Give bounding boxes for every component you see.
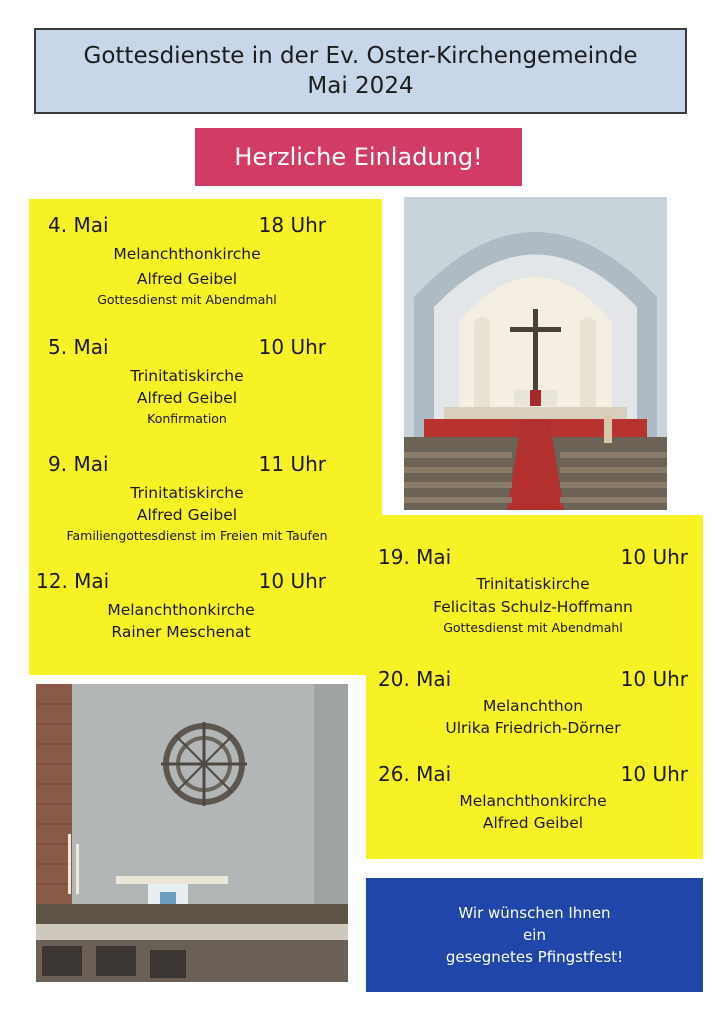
event-note: Gottesdienst mit Abendmahl xyxy=(97,292,277,307)
event-church: Trinitatiskirche xyxy=(476,575,590,593)
closing-line-1: Wir wünschen Ihnen xyxy=(458,904,611,922)
event-time: 10 Uhr xyxy=(258,569,326,593)
altar-illustration xyxy=(36,684,348,982)
event-entry xyxy=(372,666,694,739)
event-note: Familiengottesdienst im Freien mit Taufen xyxy=(66,528,328,543)
page-title-box xyxy=(34,28,687,114)
event-time: 11 Uhr xyxy=(258,452,326,476)
event-pastor: Ulrika Friedrich-Dörner xyxy=(445,719,621,737)
invitation-text: Herzliche Einladung! xyxy=(234,143,483,171)
event-church: Melanchthon xyxy=(482,697,584,715)
event-note: Konfirmation xyxy=(147,411,227,426)
altar-photo xyxy=(36,684,348,982)
event-entry xyxy=(42,334,332,429)
event-pastor: Alfred Geibel xyxy=(136,389,238,407)
church-interior-illustration xyxy=(404,197,667,510)
church-interior-photo xyxy=(404,197,667,510)
event-time: 10 Uhr xyxy=(620,762,688,786)
event-church: Melanchthonkirche xyxy=(107,601,255,619)
event-date: 20. Mai xyxy=(378,667,452,691)
event-entry xyxy=(42,212,332,310)
event-date: 5. Mai xyxy=(48,335,109,359)
closing-line-3: gesegnetes Pfingstfest! xyxy=(445,948,624,966)
event-pastor: Alfred Geibel xyxy=(136,270,238,288)
event-church: Melanchthonkirche xyxy=(113,245,261,263)
event-entry xyxy=(30,568,332,643)
event-pastor: Felicitas Schulz-Hoffmann xyxy=(433,598,633,616)
event-note: Gottesdienst mit Abendmahl xyxy=(443,620,623,635)
event-time: 18 Uhr xyxy=(258,213,326,237)
event-entry xyxy=(372,761,694,834)
event-date: 4. Mai xyxy=(48,213,109,237)
event-entry xyxy=(42,451,352,546)
event-time: 10 Uhr xyxy=(620,545,688,569)
event-time: 10 Uhr xyxy=(258,335,326,359)
event-pastor: Alfred Geibel xyxy=(136,506,238,524)
event-date: 9. Mai xyxy=(48,452,109,476)
event-church: Trinitatiskirche xyxy=(130,367,244,385)
closing-message-box xyxy=(366,878,703,992)
event-time: 10 Uhr xyxy=(620,667,688,691)
event-entry xyxy=(372,544,694,638)
event-date: 19. Mai xyxy=(378,545,452,569)
event-church: Melanchthonkirche xyxy=(459,792,607,810)
event-church: Trinitatiskirche xyxy=(130,484,244,502)
event-date: 26. Mai xyxy=(378,762,452,786)
invitation-banner xyxy=(195,128,522,186)
closing-line-2: ein xyxy=(523,926,546,944)
event-pastor: Rainer Meschenat xyxy=(111,623,251,641)
page-subtitle-month: Mai 2024 xyxy=(307,73,414,99)
page-title: Gottesdienste in der Ev. Oster-Kirchengemeinde xyxy=(83,43,638,69)
event-date: 12. Mai xyxy=(36,569,110,593)
event-pastor: Alfred Geibel xyxy=(482,814,584,832)
